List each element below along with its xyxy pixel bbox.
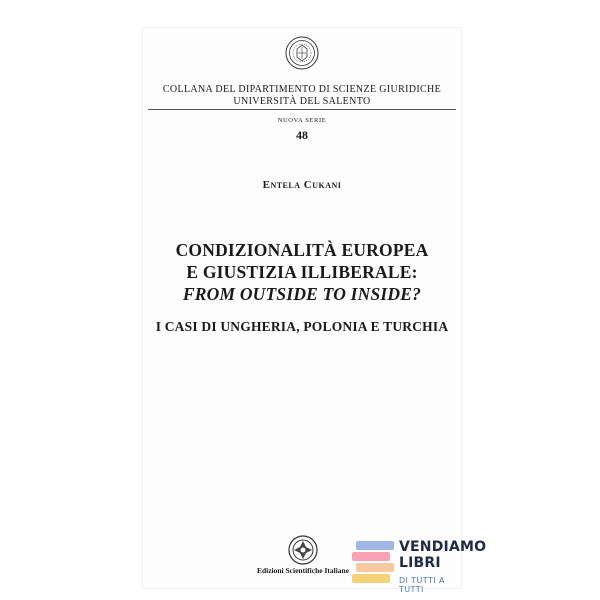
university-seal-icon bbox=[285, 36, 319, 70]
divider bbox=[148, 109, 456, 110]
badge-line-2: LIBRI bbox=[399, 555, 441, 571]
title-line-2: E GIUSTIZIA ILLIBERALE: bbox=[186, 262, 418, 282]
subtitle: I CASI DI UNGHERIA, POLONIA E TURCHIA bbox=[155, 319, 449, 334]
badge-line-1: VENDIAMO bbox=[399, 539, 487, 555]
university-name: UNIVERSITÀ DEL SALENTO bbox=[233, 96, 371, 107]
series-name: COLLANA DEL DIPARTIMENTO DI SCIENZE GIURIDICHE bbox=[162, 84, 442, 95]
badge-tagline: DI TUTTI A TUTTI bbox=[399, 576, 445, 594]
book-stripe-3 bbox=[356, 563, 394, 572]
publisher-name: Edizioni Scientifiche Italiane bbox=[256, 566, 350, 575]
author-name: Entela Cukani bbox=[262, 179, 342, 191]
series-number: 48 bbox=[296, 128, 308, 142]
title-line-1: CONDIZIONALITÀ EUROPEA bbox=[175, 240, 429, 260]
publisher-seal-icon bbox=[288, 535, 318, 565]
book-cover bbox=[143, 28, 461, 588]
nuova-serie-label: NUOVA SERIE bbox=[277, 117, 327, 124]
book-stack-icon bbox=[350, 540, 398, 590]
title-line-3: FROM OUTSIDE TO INSIDE? bbox=[182, 284, 422, 304]
book-stripe-2 bbox=[352, 552, 390, 561]
book-stripe-1 bbox=[356, 541, 394, 550]
book-stripe-4 bbox=[352, 574, 390, 583]
vendiamo-libri-badge[interactable] bbox=[350, 539, 487, 594]
